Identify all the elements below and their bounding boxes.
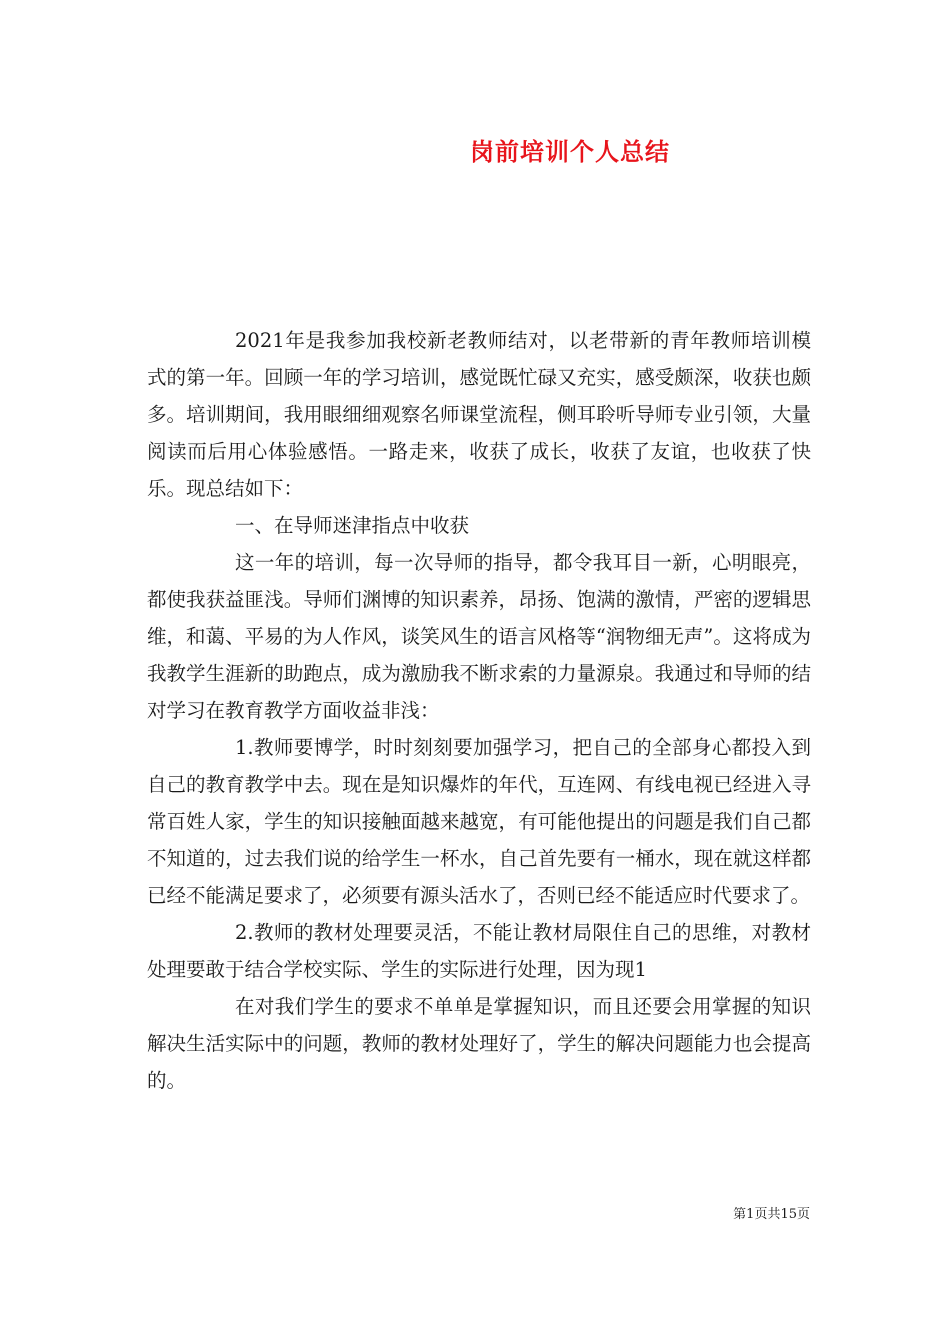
paragraph-intro: 2021年是我参加我校新老教师结对，以老带新的青年教师培训模式的第一年。回顾一年的学习培训，感觉既忙碌又充实，感受颇深，收获也颇多。培训期间，我用眼细细观察名师课堂流程，侧耳聆听导师专业引领，大量阅读而后用心体验感悟。一路走来，收获了成长，收获了友谊，也收获了快乐。现总结如下：	[147, 329, 811, 500]
page-number-footer: 第1页共15页	[733, 1207, 810, 1222]
paragraph-mentor: 这一年的培训，每一次导师的指导，都令我耳目一新，心明眼亮，都使我获益匪浅。导师们渊博的知识素养，昂扬、饱满的激情，严密的逻辑思维，和蔼、平易的为人作风，谈笑风生的语言风格等“润物细无声”。这将成为我教学生涯新的助跑点，成为激励我不断求索的力量源泉。我通过和导师的结对学习在教育教学方面收益非浅：	[147, 551, 811, 722]
section-heading: 一、在导师迷津指点中收获	[235, 514, 470, 537]
paragraph-continuation: 在对我们学生的要求不单单是掌握知识，而且还要会用掌握的知识解决生活实际中的问题，教师的教材处理好了，学生的解决问题能力也会提高的。	[147, 995, 811, 1092]
document-body	[147, 322, 811, 1099]
document-title: 岗前培训个人总结	[470, 137, 670, 166]
paragraph-point-2: 2.教师的教材处理要灵活，不能让教材局限住自己的思维，对教材处理要敢于结合学校实际、学生的实际进行处理，因为现1	[147, 921, 811, 981]
paragraph-point-1: 1.教师要博学，时时刻刻要加强学习，把自己的全部身心都投入到自己的教育教学中去。现在是知识爆炸的年代，互连网、有线电视已经进入寻常百姓人家，学生的知识接触面越来越宽，有可能他提出的问题是我们自己都不知道的，过去我们说的给学生一杯水，自己首先要有一桶水，现在就这样都已经不能满足要求了，必须要有源头活水了，否则已经不能适应时代要求了。	[147, 736, 811, 907]
